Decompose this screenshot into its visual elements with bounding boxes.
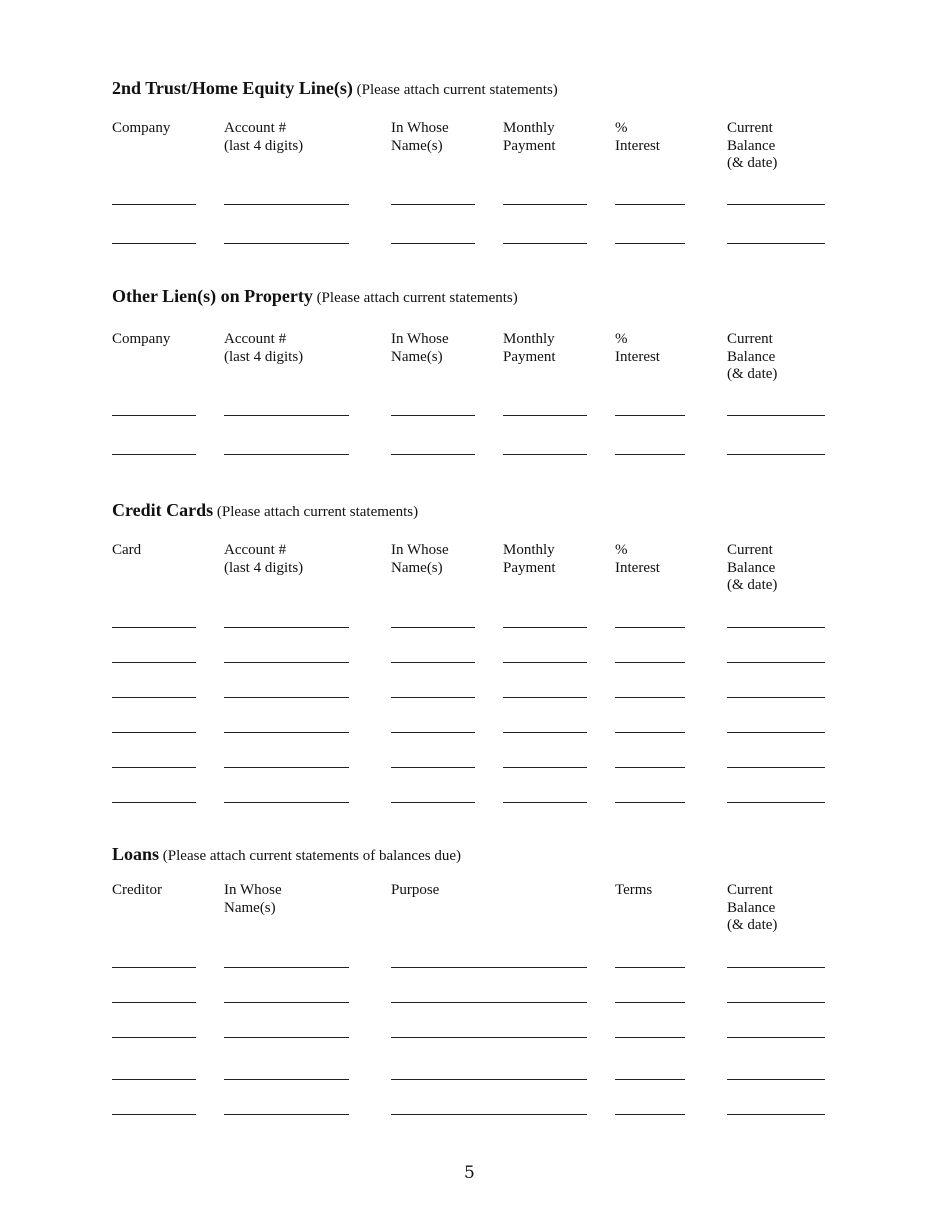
fill-in-blank[interactable]: [615, 454, 685, 455]
fill-in-blank[interactable]: [391, 802, 475, 803]
fill-in-blank[interactable]: [727, 697, 825, 698]
column-header: Current Balance (& date): [727, 120, 778, 171]
fill-in-blank[interactable]: [224, 767, 349, 768]
column-header: Company: [112, 120, 171, 136]
fill-in-blank[interactable]: [503, 802, 587, 803]
fill-in-blank[interactable]: [112, 697, 196, 698]
fill-in-blank[interactable]: [503, 662, 587, 663]
fill-in-blank[interactable]: [615, 802, 685, 803]
fill-in-blank[interactable]: [727, 1037, 825, 1038]
section-title-2nd-trust-home-equity-line-s: [112, 78, 558, 99]
fill-in-blank[interactable]: [391, 204, 475, 205]
fill-in-blank[interactable]: [391, 662, 475, 663]
fill-in-blank[interactable]: [112, 1002, 196, 1003]
fill-in-blank[interactable]: [112, 1114, 196, 1115]
fill-in-blank[interactable]: [224, 697, 349, 698]
fill-in-blank[interactable]: [112, 627, 196, 628]
fill-in-blank[interactable]: [727, 415, 825, 416]
fill-in-blank[interactable]: [112, 662, 196, 663]
fill-in-blank[interactable]: [391, 627, 475, 628]
fill-in-blank[interactable]: [503, 204, 587, 205]
fill-in-blank[interactable]: [224, 1079, 349, 1080]
fill-in-blank[interactable]: [727, 627, 825, 628]
fill-in-blank[interactable]: [391, 454, 475, 455]
column-header: Monthly Payment: [503, 120, 556, 154]
fill-in-blank[interactable]: [727, 204, 825, 205]
section-heading: 2nd Trust/Home Equity Line(s): [112, 78, 353, 98]
column-header: Account # (last 4 digits): [224, 542, 304, 576]
column-header: Company: [112, 331, 171, 347]
fill-in-blank[interactable]: [112, 454, 196, 455]
column-header: Account # (last 4 digits): [224, 120, 304, 154]
fill-in-blank[interactable]: [727, 967, 825, 968]
fill-in-blank[interactable]: [391, 697, 475, 698]
column-header: Current Balance (& date): [727, 542, 778, 593]
column-header: In Whose Name(s): [224, 882, 282, 916]
section-title-credit-cards: [112, 500, 418, 521]
fill-in-blank[interactable]: [615, 1079, 685, 1080]
fill-in-blank[interactable]: [224, 204, 349, 205]
fill-in-blank[interactable]: [112, 1037, 196, 1038]
section-title-other-lien-s-on-property: [112, 286, 518, 307]
section-note: (Please attach current statements): [352, 82, 558, 98]
fill-in-blank[interactable]: [727, 767, 825, 768]
fill-in-blank[interactable]: [727, 243, 825, 244]
fill-in-blank[interactable]: [112, 243, 196, 244]
column-header: Monthly Payment: [503, 331, 556, 365]
fill-in-blank[interactable]: [224, 662, 349, 663]
fill-in-blank[interactable]: [112, 204, 196, 205]
fill-in-blank[interactable]: [112, 732, 196, 733]
fill-in-blank[interactable]: [615, 1002, 685, 1003]
fill-in-blank[interactable]: [224, 454, 349, 455]
fill-in-blank[interactable]: [224, 1002, 349, 1003]
section-heading: Other Lien(s) on Property: [112, 286, 313, 306]
fill-in-blank[interactable]: [503, 732, 587, 733]
column-header: Purpose: [391, 882, 440, 898]
column-header: Terms: [615, 882, 653, 898]
fill-in-blank[interactable]: [727, 1079, 825, 1080]
section-title-loans: [112, 844, 461, 865]
fill-in-blank[interactable]: [615, 627, 685, 628]
column-header: % Interest: [615, 542, 660, 576]
column-header: Current Balance (& date): [727, 331, 778, 382]
fill-in-blank[interactable]: [391, 967, 587, 968]
fill-in-blank[interactable]: [224, 967, 349, 968]
column-header: In Whose Name(s): [391, 331, 449, 365]
fill-in-blank[interactable]: [727, 662, 825, 663]
column-header: Current Balance (& date): [727, 882, 778, 933]
fill-in-blank[interactable]: [112, 415, 196, 416]
fill-in-blank[interactable]: [391, 767, 475, 768]
section-heading: Loans: [112, 844, 160, 864]
fill-in-blank[interactable]: [615, 415, 685, 416]
fill-in-blank[interactable]: [224, 627, 349, 628]
column-header: % Interest: [615, 331, 660, 365]
fill-in-blank[interactable]: [391, 1002, 587, 1003]
fill-in-blank[interactable]: [727, 802, 825, 803]
fill-in-blank[interactable]: [503, 243, 587, 244]
fill-in-blank[interactable]: [224, 802, 349, 803]
fill-in-blank[interactable]: [224, 415, 349, 416]
fill-in-blank[interactable]: [112, 967, 196, 968]
fill-in-blank[interactable]: [391, 1079, 587, 1080]
fill-in-blank[interactable]: [615, 1114, 685, 1115]
fill-in-blank[interactable]: [503, 767, 587, 768]
section-heading: Credit Cards: [112, 500, 214, 520]
page-number: 5: [464, 1163, 475, 1183]
section-note: (Please attach current statements of balances due): [159, 848, 461, 864]
fill-in-blank[interactable]: [615, 1037, 685, 1038]
fill-in-blank[interactable]: [503, 627, 587, 628]
fill-in-blank[interactable]: [727, 1002, 825, 1003]
fill-in-blank[interactable]: [615, 967, 685, 968]
fill-in-blank[interactable]: [391, 1114, 587, 1115]
fill-in-blank[interactable]: [615, 767, 685, 768]
fill-in-blank[interactable]: [615, 204, 685, 205]
fill-in-blank[interactable]: [391, 415, 475, 416]
column-header: Monthly Payment: [503, 542, 556, 576]
fill-in-blank[interactable]: [391, 243, 475, 244]
column-header: In Whose Name(s): [391, 542, 449, 576]
fill-in-blank[interactable]: [727, 732, 825, 733]
fill-in-blank[interactable]: [224, 1037, 349, 1038]
fill-in-blank[interactable]: [391, 732, 475, 733]
section-note: (Please attach current statements): [213, 504, 419, 520]
column-header: Account # (last 4 digits): [224, 331, 304, 365]
fill-in-blank[interactable]: [224, 243, 349, 244]
column-header: Creditor: [112, 882, 162, 898]
fill-in-blank[interactable]: [503, 697, 587, 698]
fill-in-blank[interactable]: [224, 732, 349, 733]
fill-in-blank[interactable]: [391, 1037, 587, 1038]
fill-in-blank[interactable]: [503, 415, 587, 416]
column-header: Card: [112, 542, 142, 558]
column-header: % Interest: [615, 120, 660, 154]
column-header: In Whose Name(s): [391, 120, 449, 154]
fill-in-blank[interactable]: [224, 1114, 349, 1115]
section-note: (Please attach current statements): [312, 290, 518, 306]
fill-in-blank[interactable]: [615, 662, 685, 663]
fill-in-blank[interactable]: [503, 454, 587, 455]
fill-in-blank[interactable]: [727, 1114, 825, 1115]
fill-in-blank[interactable]: [615, 732, 685, 733]
fill-in-blank[interactable]: [112, 802, 196, 803]
fill-in-blank[interactable]: [615, 697, 685, 698]
fill-in-blank[interactable]: [112, 1079, 196, 1080]
fill-in-blank[interactable]: [727, 454, 825, 455]
fill-in-blank[interactable]: [615, 243, 685, 244]
fill-in-blank[interactable]: [112, 767, 196, 768]
